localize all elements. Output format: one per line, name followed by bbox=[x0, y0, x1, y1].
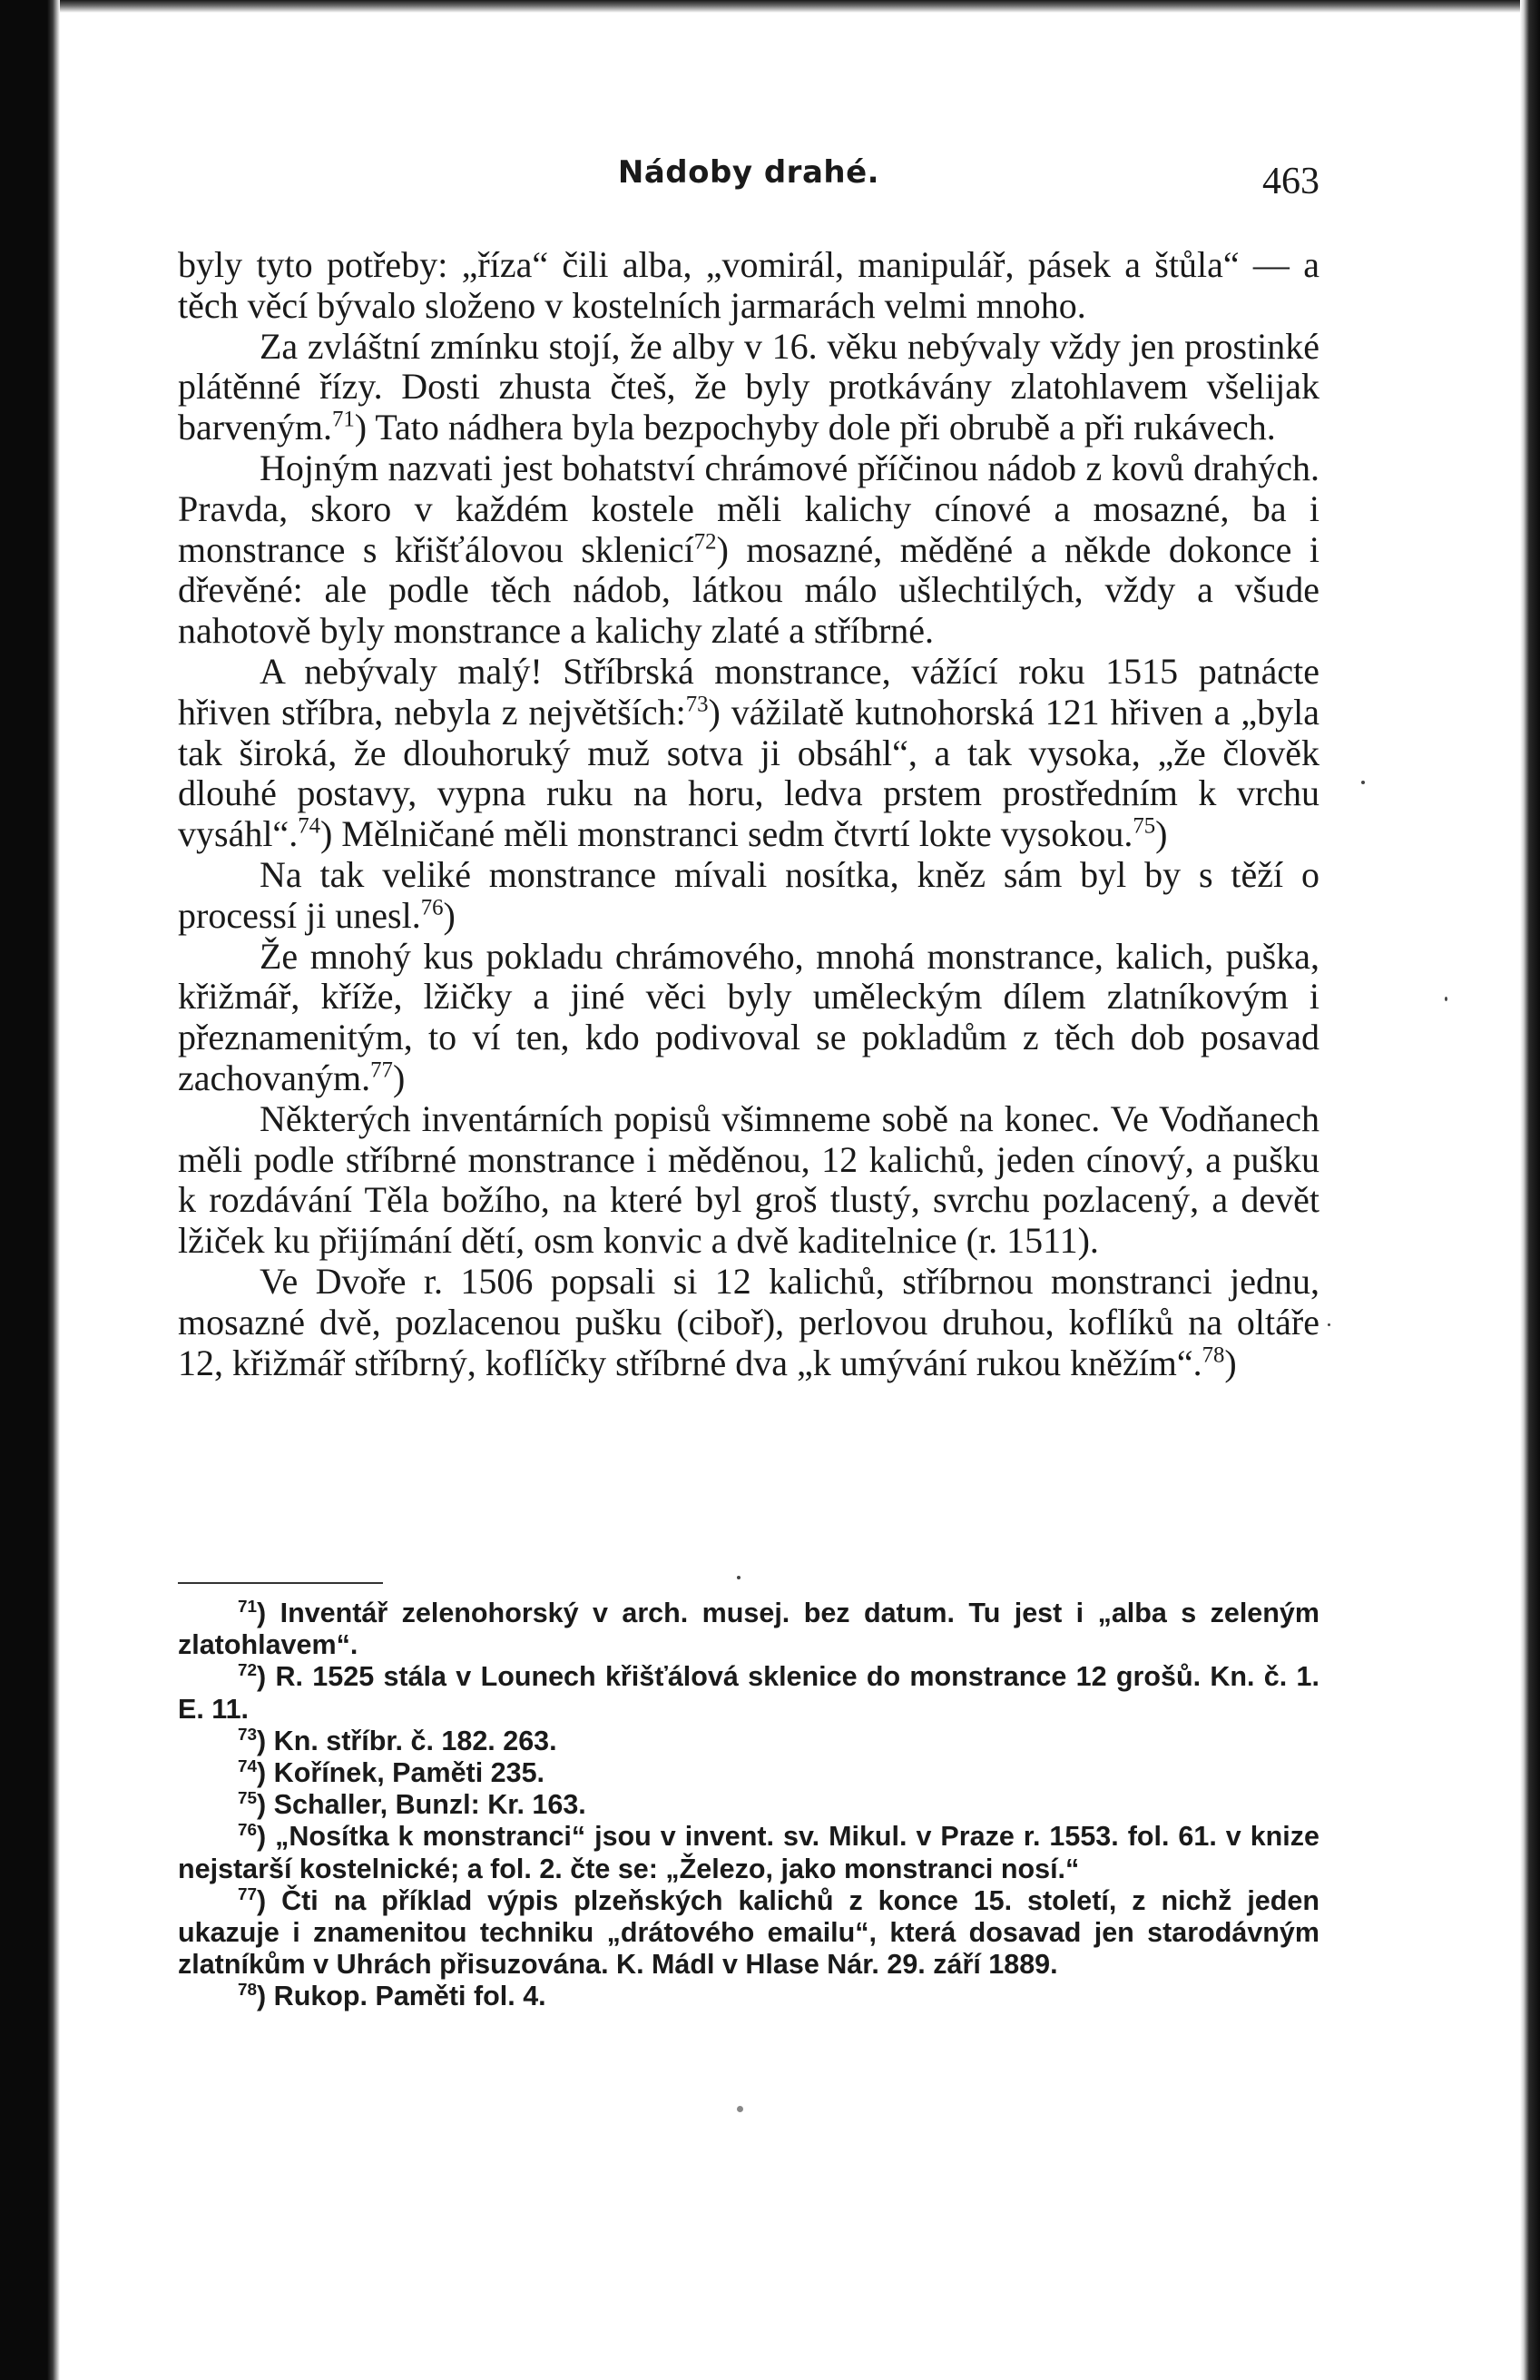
footnote-71 bbox=[178, 1598, 1319, 1661]
text-run: ) mosazné, měděné a někde dokonce i dřevěné: ale podle těch nádob, látkou málo ušlechtilých, vždy a všude nahotově byly monstrance a kalichy zlaté a stříbrné. bbox=[178, 528, 1319, 652]
text-run: ) bbox=[392, 1057, 406, 1098]
text-run: ) bbox=[1224, 1342, 1237, 1383]
footnote-text: ) Schaller, Bunzl: Kr. 163. bbox=[257, 1789, 586, 1821]
text-run: ) bbox=[1155, 813, 1168, 855]
text-run: Ve Dvoře r. 1506 popsali si 12 kalichů, stříbrnou monstranci jednu, mosazné dvě, pozlacenou pušku (ciboř), perlovou druhou, koflíků na oltáře 12, křižmář stříbrný, koflíčky stříbrné dva „k umývání rukou kněžím“. bbox=[178, 1260, 1319, 1383]
footnote-75 bbox=[178, 1789, 1319, 1821]
footnote-text: ) Kořínek, Paměti 235. bbox=[257, 1757, 545, 1789]
footnote-text: ) Čti na příklad výpis plzeňských kalichů z konce 15. století, z nichž jeden ukazuje i znamenitou techniku „drátového emailu“, která dosavad jen starodávným zlatníkům v Uhrách přisuzována. K. Mádl v Hlase Nár. 29. září 1889. bbox=[178, 1884, 1319, 1981]
footnote-78 bbox=[178, 1981, 1319, 2012]
body-paragraph bbox=[178, 245, 1319, 327]
footnote-number: 71 bbox=[238, 1597, 258, 1617]
scan-border-left bbox=[0, 0, 60, 2380]
footnote-number: 77 bbox=[238, 1884, 258, 1904]
footnote-72 bbox=[178, 1661, 1319, 1725]
body-paragraph bbox=[178, 1262, 1319, 1383]
footnote-74 bbox=[178, 1757, 1319, 1789]
body-paragraph bbox=[178, 448, 1319, 652]
text-run: byly tyto potřeby: „říza“ čili alba, „vomirál, manipulář, pásek a štůla“ — a těch věcí bývalo složeno v kostelních jarmarách velmi mnoho. bbox=[178, 244, 1319, 326]
footnote-reference: 75 bbox=[1133, 813, 1156, 839]
body-paragraph bbox=[178, 327, 1319, 448]
text-run: Za zvláštní zmínku stojí, že alby v 16. věku nebývaly vždy jen prostinké plátěnné řízy. Dosti zhusta čteš, že byly protkávány zlatohlavem všelijak barveným. bbox=[178, 325, 1319, 448]
page-number: 463 bbox=[1262, 161, 1319, 202]
footnote-text: ) Kn. stříbr. č. 182. 263. bbox=[257, 1725, 557, 1756]
text-run: ) vážilatě kutnohorská 121 hřiven a „byla tak široká, že dlouhoruký muž sotva ji obsáhl“, a tak vysoka, „že člověk dlouhé postavy, vypna ruku na horu, ledva prstem prostředním k vrchu vysáhl“. bbox=[178, 691, 1319, 855]
speck bbox=[1445, 997, 1447, 1001]
footnote-reference: 76 bbox=[420, 895, 444, 920]
text-run: Že mnohý kus pokladu chrámového, mnohá monstrance, kalich, puška, křižmář, kříže, lžičky a jiné věci byly uměleckým dílem zlatníkovým i přeznamenitým, to ví ten, kdo podivoval se pokladům z těch dob posavad zachovaným. bbox=[178, 935, 1319, 1098]
footnote-number: 73 bbox=[238, 1725, 258, 1745]
speck bbox=[737, 1576, 741, 1579]
footnote-text: ) Rukop. Paměti fol. 4. bbox=[257, 1981, 546, 2012]
footnote-text: ) „Nosítka k monstranci“ jsou v invent. sv. Mikul. v Praze r. 1553. fol. 61. v knize nejstarší kostelnické; a fol. 2. čte se: „Železo, jako monstranci nosí.“ bbox=[178, 1821, 1319, 1884]
footnote-number: 78 bbox=[238, 1981, 258, 2001]
speck bbox=[1328, 1323, 1330, 1326]
body-paragraph bbox=[178, 937, 1319, 1099]
body-paragraph bbox=[178, 855, 1319, 937]
footnote-73 bbox=[178, 1726, 1319, 1757]
body-paragraph bbox=[178, 1099, 1319, 1262]
footnote-77 bbox=[178, 1885, 1319, 1982]
page-header bbox=[178, 154, 1319, 212]
footnote-text: ) R. 1525 stála v Lounech křišťálová sklenice do monstrance 12 grošů. Kn. č. 1. E. 11. bbox=[178, 1661, 1319, 1725]
text-run: Na tak veliké monstrance mívali nosítka, kněz sám byl by s těží o processí ji unesl. bbox=[178, 853, 1319, 936]
text-run: ) Mělničané měli monstranci sedm čtvrtí lokte vysokou. bbox=[319, 813, 1133, 855]
text-run: Hojným nazvati jest bohatství chrámové příčinou nádob z kovů drahých. Pravda, skoro v každém kostele měli kalichy cínové a mosazné, ba i monstrance s křišťálovou sklenicí bbox=[178, 447, 1319, 570]
footnote-reference: 72 bbox=[693, 529, 717, 555]
running-title: Nádoby drahé. bbox=[617, 154, 880, 191]
body-text bbox=[178, 245, 1319, 1383]
scan-border-top bbox=[60, 0, 1520, 13]
footnotes bbox=[178, 1598, 1319, 2013]
footnote-reference: 78 bbox=[1202, 1342, 1225, 1368]
footnote-number: 72 bbox=[238, 1661, 258, 1681]
footnote-text: ) Inventář zelenohorský v arch. musej. bez datum. Tu jest i „alba s zeleným zlatohlavem“. bbox=[178, 1598, 1319, 1661]
footnote-76 bbox=[178, 1821, 1319, 1884]
text-run: ) bbox=[443, 894, 456, 936]
text-run: ) Tato nádhera byla bezpochyby dole při obrubě a při rukávech. bbox=[354, 407, 1276, 448]
scan-border-right bbox=[1520, 0, 1540, 2380]
speck bbox=[737, 2106, 743, 2112]
footnote-reference: 77 bbox=[370, 1057, 393, 1083]
text-run: A nebývaly malý! Stříbrská monstrance, vážící roku 1515 patnácte hřiven stříbra, nebyla z největších: bbox=[178, 650, 1319, 733]
footnote-reference: 74 bbox=[298, 813, 320, 839]
speck bbox=[1361, 781, 1365, 784]
text-run: Některých inventárních popisů všimneme sobě na konec. Ve Vodňanech měli podle stříbrné monstrance i měděnou, 12 kalichů, jeden cínový, a pušku k rozdávání Těla božího, na které byl groš tlustý, svrchu pozlacený, a devět lžiček ku přijímání dětí, osm konvic a dvě kaditelnice (r. 1511). bbox=[178, 1097, 1319, 1262]
footnote-reference: 73 bbox=[685, 692, 709, 717]
body-paragraph bbox=[178, 652, 1319, 855]
footnote-number: 75 bbox=[238, 1789, 258, 1809]
footnote-separator bbox=[178, 1582, 383, 1584]
footnote-number: 74 bbox=[238, 1756, 258, 1776]
footnote-reference: 71 bbox=[331, 407, 355, 432]
footnote-number: 76 bbox=[238, 1821, 258, 1841]
